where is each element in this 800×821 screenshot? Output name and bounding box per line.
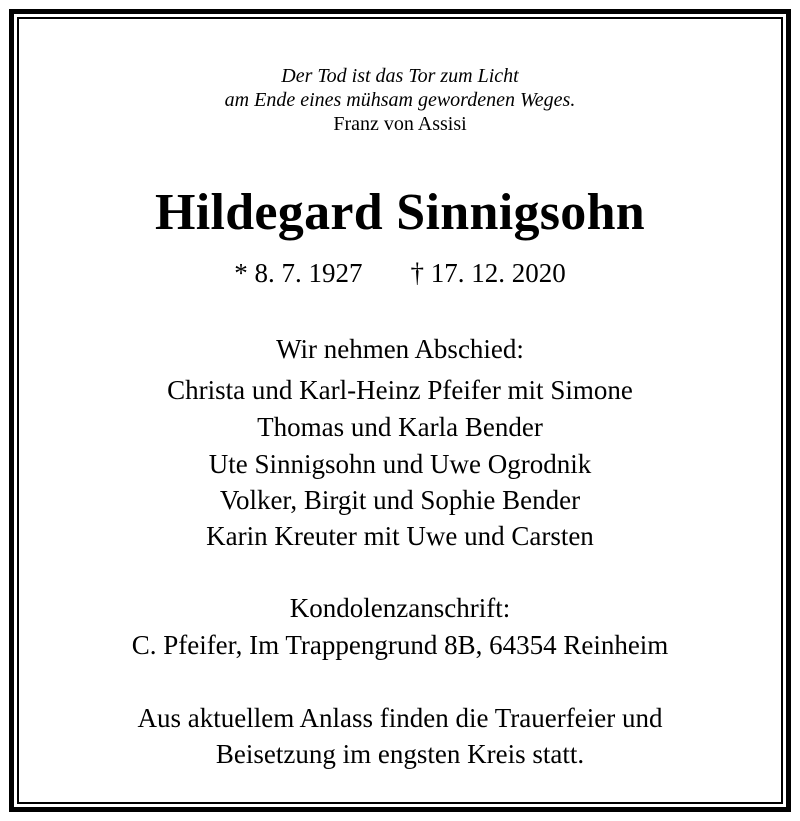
condolence-address: C. Pfeifer, Im Trappengrund 8B, 64354 Reinheim	[131, 630, 669, 660]
mourners-heading: Wir nehmen Abschied:	[276, 334, 524, 364]
deceased-name: Hildegard Sinnigsohn	[154, 184, 646, 241]
mourner-line: Karin Kreuter mit Uwe und Carsten	[206, 521, 594, 551]
mourner-line: Thomas und Karla Bender	[257, 412, 543, 442]
ceremony-notice-line-2: Beisetzung im engsten Kreis statt.	[215, 739, 585, 769]
death-date: † 17. 12. 2020	[410, 258, 566, 288]
ceremony-notice-line-1: Aus aktuellem Anlass finden die Trauerfeier und	[137, 703, 663, 733]
mourner-line: Volker, Birgit und Sophie Bender	[219, 485, 581, 515]
life-dates	[0, 257, 800, 289]
quote-line-1: Der Tod ist das Tor zum Licht	[281, 65, 519, 87]
birth-date: * 8. 7. 1927	[234, 258, 363, 288]
quote-line-2: am Ende eines mühsam gewordenen Weges.	[224, 89, 576, 111]
mourner-line: Christa und Karl-Heinz Pfeifer mit Simone	[167, 375, 633, 405]
mourner-line: Ute Sinnigsohn und Uwe Ogrodnik	[208, 449, 592, 479]
condolence-heading: Kondolenzanschrift:	[289, 593, 511, 623]
quote-author: Franz von Assisi	[333, 113, 467, 135]
